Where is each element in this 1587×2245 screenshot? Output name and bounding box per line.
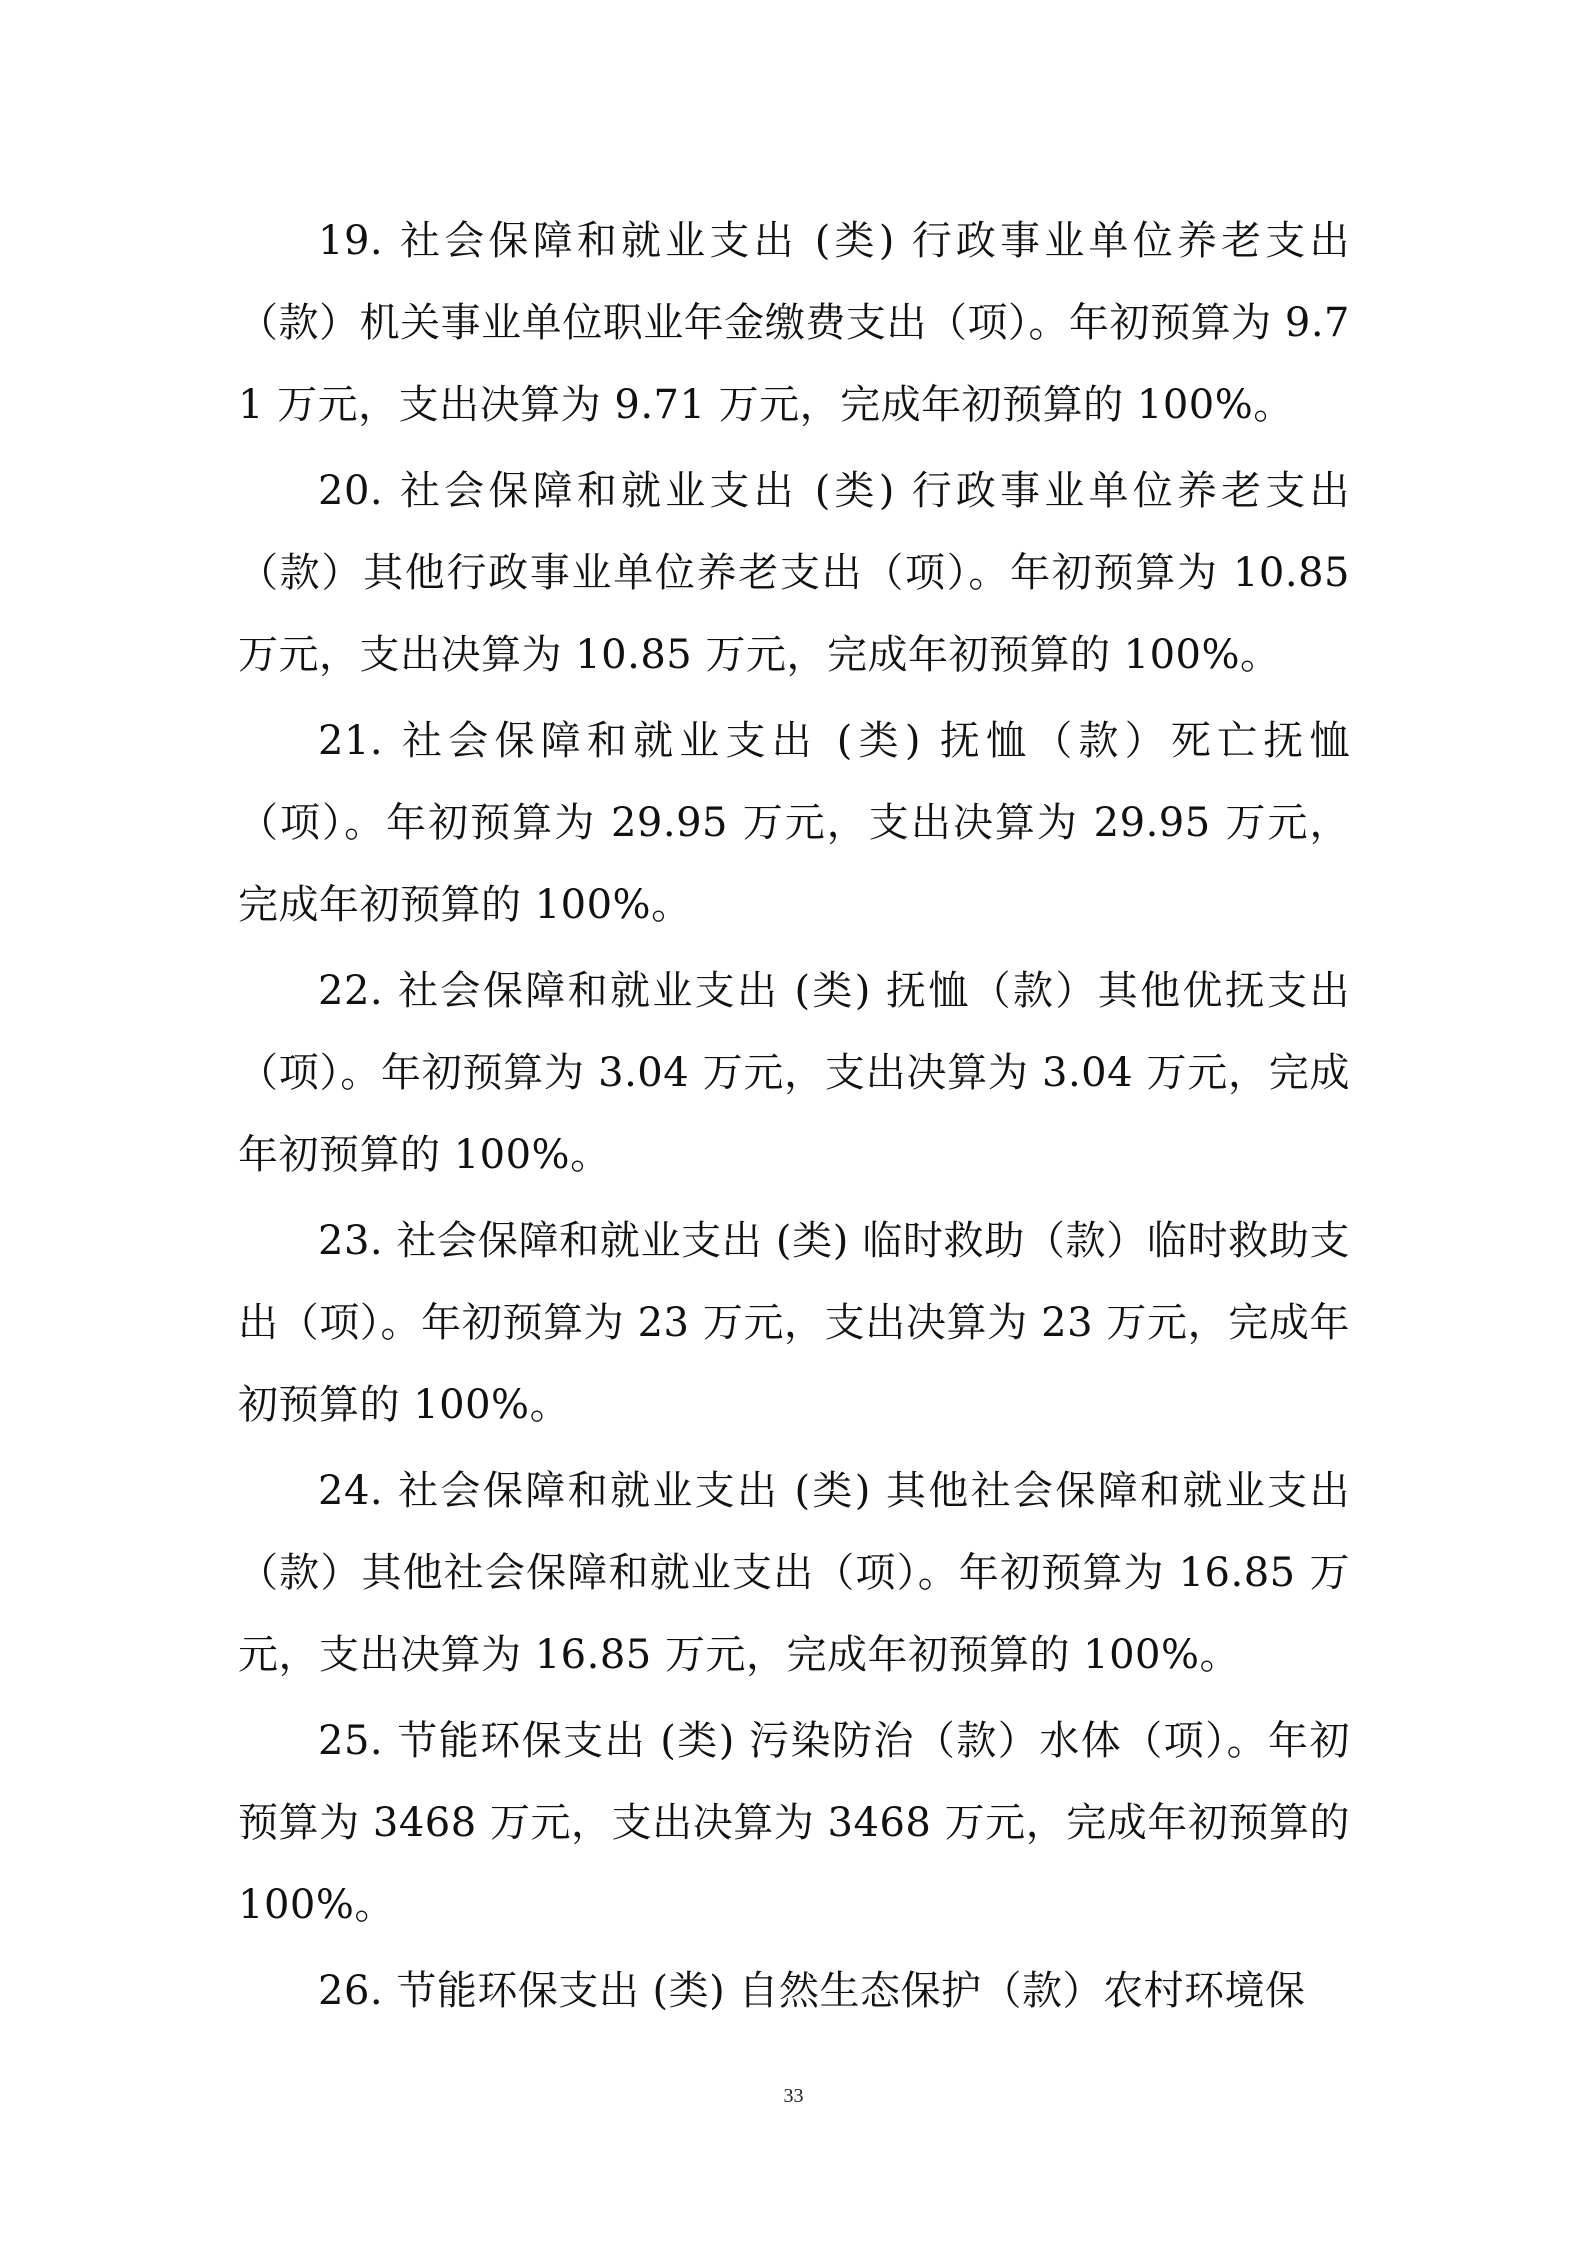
page-number: 33 (783, 2085, 804, 2107)
paragraph-24: 24. 社会保障和就业支出 (类) 其他社会保障和就业支出（款）其他社会保障和就业支出（项）。年初预算为 16.85 万元，支出决算为 16.85 万元，完成年初预算的 100%。 (238, 1468, 1350, 1678)
paragraph-22: 22. 社会保障和就业支出 (类) 抚恤（款）其他优抚支出（项）。年初预算为 3.04 万元，支出决算为 3.04 万元，完成年初预算的 100%。 (238, 968, 1350, 1178)
paragraph-19: 19. 社会保障和就业支出 (类) 行政事业单位养老支出（款）机关事业单位职业年金缴费支出（项）。年初预算为 9.71 万元，支出决算为 9.71 万元，完成年初预算的 100%。 (238, 218, 1350, 428)
paragraph-26: 26. 节能环保支出 (类) 自然生态保护（款）农村环境保 (318, 1968, 1306, 2014)
paragraph-25: 25. 节能环保支出 (类) 污染防治（款）水体（项）。年初预算为 3468 万元，支出决算为 3468 万元，完成年初预算的 100%。 (238, 1718, 1350, 1928)
paragraph-21: 21. 社会保障和就业支出 (类) 抚恤（款）死亡抚恤（项）。年初预算为 29.95 万元，支出决算为 29.95 万元，完成年初预算的 100%。 (238, 718, 1350, 928)
paragraph-23: 23. 社会保障和就业支出 (类) 临时救助（款）临时救助支出（项）。年初预算为 23 万元，支出决算为 23 万元，完成年初预算的 100%。 (238, 1218, 1350, 1428)
paragraph-20: 20. 社会保障和就业支出 (类) 行政事业单位养老支出（款）其他行政事业单位养老支出（项）。年初预算为 10.85 万元，支出决算为 10.85 万元，完成年初预算的 100%。 (238, 468, 1350, 678)
document-body (238, 200, 1350, 2036)
